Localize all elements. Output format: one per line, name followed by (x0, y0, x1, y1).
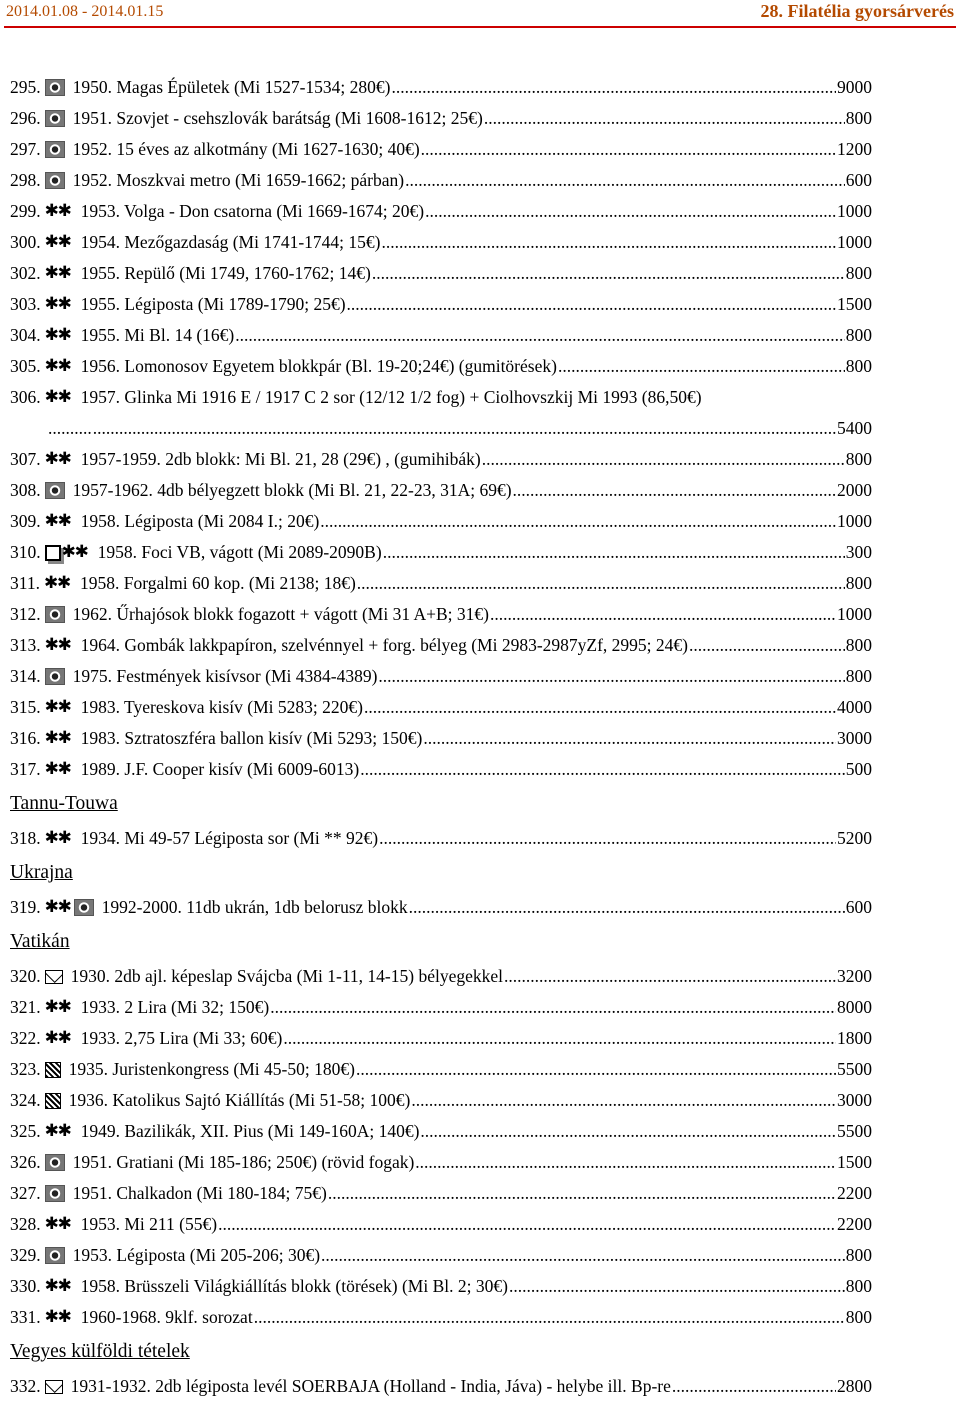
used-stamp-icon (74, 899, 94, 916)
auction-lot-list (10, 72, 872, 1402)
lot-condition-icons (45, 830, 74, 847)
mint-never-hinged-icon (45, 730, 73, 747)
lot-number: 325. (10, 1121, 41, 1141)
lot-number: 321. (10, 997, 41, 1017)
mint-never-hinged-icon (44, 575, 72, 592)
dot-leader (383, 537, 845, 568)
lot-row (10, 961, 872, 992)
lot-number: 308. (10, 480, 41, 500)
lot-number: 310. (10, 542, 41, 562)
lot-description: 1958. Forgalmi 60 kop. (Mi 2138; 18€) (79, 573, 356, 593)
dot-leader (364, 692, 836, 723)
lot-condition-icons (45, 172, 66, 189)
lot-description: 1975. Festmények kisívsor (Mi 4384-4389) (72, 666, 378, 686)
lot-number: 309. (10, 511, 41, 531)
header-date: 2014.01.08 - 2014.01.15 (6, 3, 164, 20)
mint-never-hinged-icon (45, 513, 73, 530)
lot-starting-price: 3000 (837, 728, 872, 748)
lot-starting-price: 1000 (837, 604, 872, 624)
dot-leader (509, 1271, 845, 1302)
dot-leader (357, 568, 845, 599)
dot-leader (270, 992, 836, 1023)
lot-condition-icons (45, 451, 74, 468)
dot-leader (425, 196, 836, 227)
dot-leader (347, 289, 836, 320)
used-stamp-icon (45, 1247, 65, 1264)
lot-condition-icons (45, 1185, 66, 1202)
lot-description: 1933. 2 Lira (Mi 32; 150€) (80, 997, 270, 1017)
lot-row (10, 227, 872, 258)
lot-description: 1958. Foci VB, vágott (Mi 2089-2090B) (97, 542, 382, 562)
lot-row (10, 475, 872, 506)
lot-row (10, 992, 872, 1023)
lot-row (10, 1209, 872, 1240)
lot-description: 1935. Juristenkongress (Mi 45-50; 180€) (68, 1059, 355, 1079)
lot-row (10, 692, 872, 723)
lot-starting-price: 800 (845, 1245, 872, 1265)
lot-description: 1931-1932. 2db légiposta levél SOERBAJA (Holland - India, Jáva) - helybe ill. Bp-re (70, 1376, 671, 1396)
lot-starting-price: 3000 (837, 1090, 872, 1110)
lot-description: 1955. Mi Bl. 14 (16€) (80, 325, 235, 345)
mint-never-hinged-icon (62, 544, 90, 561)
lot-description: 1958. Légiposta (Mi 2084 I.; 20€) (80, 511, 320, 531)
lot-row (10, 1085, 872, 1116)
lot-description: 1989. J.F. Cooper kisív (Mi 6009-6013) (80, 759, 360, 779)
lot-condition-icons (45, 899, 95, 916)
lot-description: 1957-1959. 2db blokk: Mi Bl. 21, 28 (29€) , (gumihibák) (80, 449, 481, 469)
lot-number: 295. (10, 77, 41, 97)
lot-row (10, 506, 872, 537)
lot-description: 1983. Tyereskova kisív (Mi 5283; 220€) (80, 697, 363, 717)
lot-condition-icons (45, 999, 74, 1016)
lot-starting-price: 800 (845, 635, 872, 655)
lot-starting-price: 800 (845, 666, 872, 686)
lot-condition-icons (45, 513, 74, 530)
lot-number: 300. (10, 232, 41, 252)
dot-leader (484, 103, 845, 134)
lot-row (10, 1271, 872, 1302)
lot-number: 296. (10, 108, 41, 128)
lot-starting-price: 5500 (837, 1121, 872, 1141)
lot-condition-icons (45, 234, 74, 251)
lot-row (10, 444, 872, 475)
lot-description: 1957-1962. 4db bélyegzett blokk (Mi Bl. 21, 22-23, 31A; 69€) (72, 480, 512, 500)
lot-number: 303. (10, 294, 41, 314)
lot-row (10, 537, 872, 568)
lot-row (10, 892, 872, 923)
mint-never-hinged-icon (45, 761, 73, 778)
section-heading: Ukrajna (10, 862, 73, 883)
lot-condition-icons (45, 482, 66, 499)
section-heading: Vegyes külföldi tételek (10, 1341, 190, 1362)
used-stamp-icon (45, 1185, 65, 1202)
lot-number: 315. (10, 697, 41, 717)
lot-number: 324. (10, 1090, 41, 1110)
dot-leader (504, 961, 836, 992)
dot-leader (283, 1023, 836, 1054)
lot-condition-icons (45, 358, 74, 375)
lot-condition-icons (45, 389, 74, 406)
lot-description: .......... (48, 418, 92, 438)
lot-description: 1953. Légiposta (Mi 205-206; 30€) (72, 1245, 321, 1265)
lot-starting-price: 600 (845, 170, 872, 190)
lot-condition-icons (45, 79, 66, 96)
dot-leader (482, 444, 845, 475)
lot-number: 312. (10, 604, 41, 624)
lot-starting-price: 1000 (837, 511, 872, 531)
lot-description: 1954. Mezőgazdaság (Mi 1741-1744; 15€) (80, 232, 381, 252)
lot-row (10, 382, 872, 413)
dot-leader (360, 754, 845, 785)
dot-leader (409, 892, 845, 923)
lot-number: 331. (10, 1307, 41, 1327)
lot-description: 1992-2000. 11db ukrán, 1db belorusz blokk (101, 897, 408, 917)
lot-number: 328. (10, 1214, 41, 1234)
used-stamp-icon (45, 668, 65, 685)
lot-row (10, 1302, 872, 1333)
lot-description: 1957. Glinka Mi 1916 E / 1917 C 2 sor (12/12 1/2 fog) + Ciolhovszkij Mi 1993 (86,50€) (80, 387, 702, 407)
lot-condition-icons (45, 1216, 74, 1233)
dot-leader (420, 1116, 836, 1147)
lot-description: 1955. Repülő (Mi 1749, 1760-1762; 14€) (80, 263, 371, 283)
lot-condition-icons (45, 606, 66, 623)
lot-description: 1964. Gombák lakkpapíron, szelvénnyel + forg. bélyeg (Mi 2983-2987yZf, 2995; 24€) (80, 635, 688, 655)
mint-never-hinged-icon (45, 1216, 73, 1233)
lot-row (10, 1371, 872, 1402)
section-heading: Tannu-Touwa (10, 793, 118, 814)
mint-never-hinged-icon (45, 1278, 73, 1295)
lot-number: 327. (10, 1183, 41, 1203)
mint-never-hinged-icon (45, 203, 73, 220)
lot-condition-icons (45, 327, 74, 344)
mint-never-hinged-icon (45, 451, 73, 468)
lot-starting-price: 600 (845, 897, 872, 917)
mint-never-hinged-icon (45, 830, 73, 847)
lot-condition-icons (45, 699, 74, 716)
lot-starting-price: 300 (845, 542, 872, 562)
lot-row (10, 823, 872, 854)
dot-leader (321, 1240, 845, 1271)
lot-description: 1962. Űrhajósok blokk fogazott + vágott (Mi 31 A+B; 31€) (72, 604, 489, 624)
lot-row (10, 1147, 872, 1178)
lot-starting-price: 5200 (837, 828, 872, 848)
mint-never-hinged-icon (45, 389, 73, 406)
lot-description: 1983. Sztratoszféra ballon kisív (Mi 5293; 150€) (80, 728, 423, 748)
lot-condition-icons (45, 637, 74, 654)
lot-condition-icons (45, 1030, 74, 1047)
block-stamp-icon (45, 1093, 61, 1109)
lot-number: 302. (10, 263, 41, 283)
lot-row (10, 196, 872, 227)
dot-leader (558, 351, 845, 382)
lot-row (10, 568, 872, 599)
dot-leader (392, 72, 837, 103)
lot-starting-price: 2800 (837, 1376, 872, 1396)
lot-condition-icons (45, 544, 91, 561)
mint-never-hinged-icon (45, 265, 73, 282)
used-stamp-icon (45, 110, 65, 127)
lot-starting-price: 800 (845, 356, 872, 376)
block-stamp-icon (45, 1062, 61, 1078)
lot-row (10, 320, 872, 351)
mint-never-hinged-icon (45, 1030, 73, 1047)
mint-never-hinged-icon (45, 637, 73, 654)
lot-description: 1936. Katolikus Sajtó Kiállítás (Mi 51-58; 100€) (68, 1090, 411, 1110)
dot-leader (254, 1302, 845, 1333)
lot-starting-price: 800 (845, 1276, 872, 1296)
lot-row (10, 103, 872, 134)
lot-condition-icons (45, 1278, 74, 1295)
lot-description: 1934. Mi 49-57 Légiposta sor (Mi ** 92€) (80, 828, 379, 848)
lot-continuation (10, 413, 872, 444)
lot-description: 1949. Bazilikák, XII. Pius (Mi 149-160A; 140€) (80, 1121, 420, 1141)
lot-row (10, 630, 872, 661)
dot-leader (689, 630, 845, 661)
page-header (0, 0, 960, 30)
lot-condition-icons (45, 1247, 66, 1264)
lot-starting-price: 1500 (837, 1152, 872, 1172)
lot-starting-price: 800 (845, 1307, 872, 1327)
dot-leader (411, 1085, 836, 1116)
lot-condition-icons (45, 1062, 62, 1078)
lot-starting-price: 800 (845, 263, 872, 283)
lot-row (10, 258, 872, 289)
lot-number: 330. (10, 1276, 41, 1296)
lot-condition-icons (45, 110, 66, 127)
lot-starting-price: 8000 (837, 997, 872, 1017)
lot-condition-icons (45, 1380, 64, 1394)
dot-leader (378, 661, 844, 692)
lot-row (10, 754, 872, 785)
dot-leader (372, 258, 845, 289)
dot-leader (93, 413, 836, 444)
lot-condition-icons (44, 575, 73, 592)
lot-starting-price: 1000 (837, 232, 872, 252)
mint-never-hinged-icon (45, 699, 73, 716)
lot-number: 305. (10, 356, 41, 376)
lot-number: 322. (10, 1028, 41, 1048)
section-heading: Vatikán (10, 931, 70, 952)
lot-number: 319. (10, 897, 41, 917)
lot-number: 298. (10, 170, 41, 190)
lot-row (10, 289, 872, 320)
dot-leader (405, 165, 845, 196)
dot-leader (415, 1147, 836, 1178)
dot-leader (382, 227, 837, 258)
lot-description: 1951. Gratiani (Mi 185-186; 250€) (rövid fogak) (72, 1152, 415, 1172)
lot-number: 307. (10, 449, 41, 469)
lot-number: 306. (10, 387, 41, 407)
lot-number: 332. (10, 1376, 41, 1396)
lot-number: 320. (10, 966, 41, 986)
lot-row (10, 599, 872, 630)
lot-starting-price: 2000 (837, 480, 872, 500)
mint-never-hinged-icon (45, 899, 73, 916)
lot-condition-icons (45, 1154, 66, 1171)
lot-starting-price: 1200 (837, 139, 872, 159)
lot-number: 304. (10, 325, 41, 345)
lot-starting-price: 9000 (837, 77, 872, 97)
header-divider (4, 26, 956, 28)
dot-leader (421, 134, 836, 165)
lot-starting-price: 800 (845, 449, 872, 469)
used-stamp-icon (45, 172, 65, 189)
used-stamp-icon (45, 1154, 65, 1171)
header-title: 28. Filatélia gyorsárverés (760, 1, 954, 21)
lot-description: 1951. Chalkadon (Mi 180-184; 75€) (72, 1183, 327, 1203)
lot-description: 1930. 2db ajl. képeslap Svájcba (Mi 1-11, 14-15) bélyegekkel (70, 966, 503, 986)
lot-row (10, 1178, 872, 1209)
lot-condition-icons (45, 1309, 74, 1326)
lot-number: 297. (10, 139, 41, 159)
dot-leader (356, 1054, 836, 1085)
lot-condition-icons (45, 761, 74, 778)
mint-never-hinged-icon (45, 234, 73, 251)
lot-number: 329. (10, 1245, 41, 1265)
lot-condition-icons (45, 141, 66, 158)
lot-row (10, 1054, 872, 1085)
used-stamp-icon (45, 482, 65, 499)
mint-never-hinged-icon (45, 1123, 73, 1140)
lot-row (10, 72, 872, 103)
lot-condition-icons (45, 668, 66, 685)
lot-description: 1960-1968. 9klf. sorozat (80, 1307, 253, 1327)
lot-number: 314. (10, 666, 41, 686)
lot-starting-price: 5400 (837, 418, 872, 438)
dot-leader (490, 599, 836, 630)
dot-leader (235, 320, 845, 351)
lot-description: 1952. Moszkvai metro (Mi 1659-1662; párban) (72, 170, 405, 190)
lot-starting-price: 800 (845, 573, 872, 593)
lot-condition-icons (45, 265, 74, 282)
lot-starting-price: 1000 (837, 201, 872, 221)
lot-description: 1950. Magas Épületek (Mi 1527-1534; 280€) (72, 77, 391, 97)
lot-description: 1933. 2,75 Lira (Mi 33; 60€) (80, 1028, 283, 1048)
lot-condition-icons (45, 203, 74, 220)
lot-condition-icons (45, 730, 74, 747)
dot-leader (328, 1178, 836, 1209)
used-stamp-icon (45, 606, 65, 623)
lot-description: 1955. Légiposta (Mi 1789-1790; 25€) (80, 294, 346, 314)
lot-description: 1956. Lomonosov Egyetem blokkpár (Bl. 19-20;24€) (gumitörések) (80, 356, 557, 376)
lot-number: 316. (10, 728, 41, 748)
lot-number: 326. (10, 1152, 41, 1172)
dot-leader (218, 1209, 836, 1240)
lot-row (10, 1116, 872, 1147)
lot-starting-price: 2200 (837, 1183, 872, 1203)
dot-leader (672, 1371, 836, 1402)
lot-condition-icons (45, 970, 64, 984)
lot-row (10, 1023, 872, 1054)
lot-row (10, 351, 872, 382)
lot-starting-price: 3200 (837, 966, 872, 986)
lot-starting-price: 500 (845, 759, 872, 779)
lot-number: 317. (10, 759, 41, 779)
dot-leader (379, 823, 836, 854)
lot-description: 1951. Szovjet - csehszlovák barátság (Mi 1608-1612; 25€) (72, 108, 483, 128)
lot-number: 311. (10, 573, 40, 593)
lot-row (10, 134, 872, 165)
lot-description: 1952. 15 éves az alkotmány (Mi 1627-1630; 40€) (72, 139, 420, 159)
hinged-stamp-icon (45, 545, 61, 561)
lot-row (10, 1240, 872, 1271)
envelope-icon (45, 970, 63, 984)
lot-row (10, 723, 872, 754)
used-stamp-icon (45, 141, 65, 158)
lot-condition-icons (45, 296, 74, 313)
lot-number: 313. (10, 635, 41, 655)
lot-description: 1958. Brüsszeli Világkiállítás blokk (törések) (Mi Bl. 2; 30€) (80, 1276, 508, 1296)
lot-starting-price: 1800 (837, 1028, 872, 1048)
mint-never-hinged-icon (45, 327, 73, 344)
envelope-icon (45, 1380, 63, 1394)
lot-number: 299. (10, 201, 41, 221)
lot-starting-price: 800 (845, 108, 872, 128)
lot-row (10, 165, 872, 196)
lot-condition-icons (45, 1123, 74, 1140)
lot-row (10, 661, 872, 692)
lot-description: 1953. Volga - Don csatorna (Mi 1669-1674; 20€) (80, 201, 425, 221)
dot-leader (513, 475, 836, 506)
lot-starting-price: 800 (845, 325, 872, 345)
mint-never-hinged-icon (45, 296, 73, 313)
mint-never-hinged-icon (45, 358, 73, 375)
lot-starting-price: 5500 (837, 1059, 872, 1079)
mint-never-hinged-icon (45, 1309, 73, 1326)
mint-never-hinged-icon (45, 999, 73, 1016)
lot-condition-icons (45, 1093, 62, 1109)
used-stamp-icon (45, 79, 65, 96)
lot-description: 1953. Mi 211 (55€) (80, 1214, 218, 1234)
dot-leader (423, 723, 836, 754)
lot-number: 323. (10, 1059, 41, 1079)
lot-starting-price: 4000 (837, 697, 872, 717)
lot-number: 318. (10, 828, 41, 848)
lot-starting-price: 1500 (837, 294, 872, 314)
lot-starting-price: 2200 (837, 1214, 872, 1234)
dot-leader (320, 506, 836, 537)
